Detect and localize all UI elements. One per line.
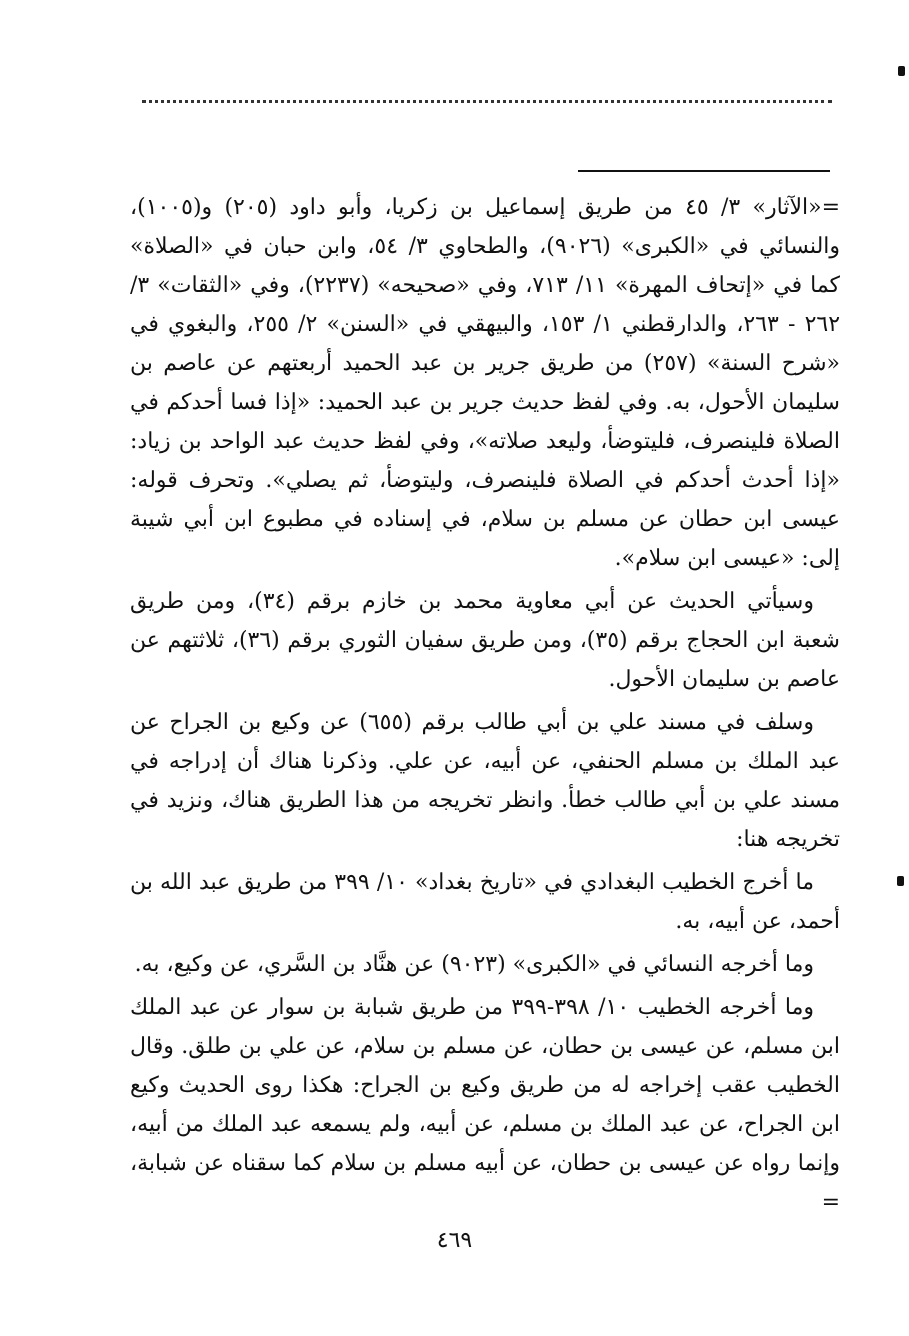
paragraph: وما أخرجه النسائي في «الكبرى» (٩٠٢٣) عن هنَّاد بن السَّري، عن وكيع، به. [134,952,814,977]
footnote-rule [578,170,830,172]
paragraph: ما أخرج الخطيب البغدادي في «تاريخ بغداد» ١٠/ ٣٩٩ من طريق عبد الله بن أحمد، عن أبيه، به. [130,870,840,934]
margin-mark [897,876,904,886]
page-number: ٤٦٩ [436,1228,473,1253]
margin-mark [898,66,905,76]
paragraph: وسيأتي الحديث عن أبي معاوية محمد بن خازم برقم (٣٤)، ومن طريق شعبة ابن الحجاج برقم (٣٥)، ومن طريق سفيان الثوري برقم (٣٦)، ثلاثتهم عن عاصم بن سليمان الأحول. [130,589,840,692]
paragraph: وما أخرجه الخطيب ١٠/ ٣٩٨-٣٩٩ من طريق شبابة بن سوار عن عبد الملك ابن مسلم، عن عيسى بن حطان، عن مسلم بن سلام، عن علي بن طلق. وقال الخطيب عقب إخراجه له من طريق وكيع بن الجراح: هكذا روى الحديث وكيع ابن الجراح، عن عبد الملك بن مسلم، عن أبيه، ولم يسمعه عبد الملك من أبيه، وإنما رواه عن عيسى بن حطان، عن أبيه مسلم بن سلام كما سقناه عن شبابة، = [130,995,840,1215]
footnote-text [130,188,840,1226]
paragraph: =«الآثار» ٣/ ٤٥ من طريق إسماعيل بن زكريا، وأبو داود (٢٠٥) و(١٠٠٥)، والنسائي في «الكبرى» (٩٠٢٦)، والطحاوي ٣/ ٥٤، وابن حبان في «الصلاة» كما في «إتحاف المهرة» ١١/ ٧١٣، وفي «صحيحه» (٢٢٣٧)، وفي «الثقات» ٣/ ٢٦٢ - ٢٦٣، والدارقطني ١/ ١٥٣، والبيهقي في «السنن» ٢/ ٢٥٥، والبغوي في «شرح السنة» (٢٥٧) من طريق جرير بن عبد الحميد أربعتهم عن عاصم بن سليمان الأحول، به. وفي لفظ حديث جرير بن عبد الحميد: «إذا فسا أحدكم في الصلاة فلينصرف، فليتوضأ، وليعد صلاته»، وفي لفظ حديث عبد الواحد بن زياد: «إذا أحدث أحدكم في الصلاة فلينصرف، وليتوضأ، ثم يصلي». وتحرف قوله: عيسى ابن حطان عن مسلم بن سلام، في إسناده في مطبوع ابن أبي شيبة إلى: «عيسى ابن سلام». [130,195,841,571]
dotted-separator [142,100,832,103]
paragraph: وسلف في مسند علي بن أبي طالب برقم (٦٥٥) عن وكيع بن الجراح عن عبد الملك بن مسلم الحنفي، عن أبيه، عن علي. وذكرنا هناك أن إدراجه في مسند علي بن أبي طالب خطأ. وانظر تخريجه من هذا الطريق هناك، ونزيد في تخريجه هنا: [130,710,840,852]
